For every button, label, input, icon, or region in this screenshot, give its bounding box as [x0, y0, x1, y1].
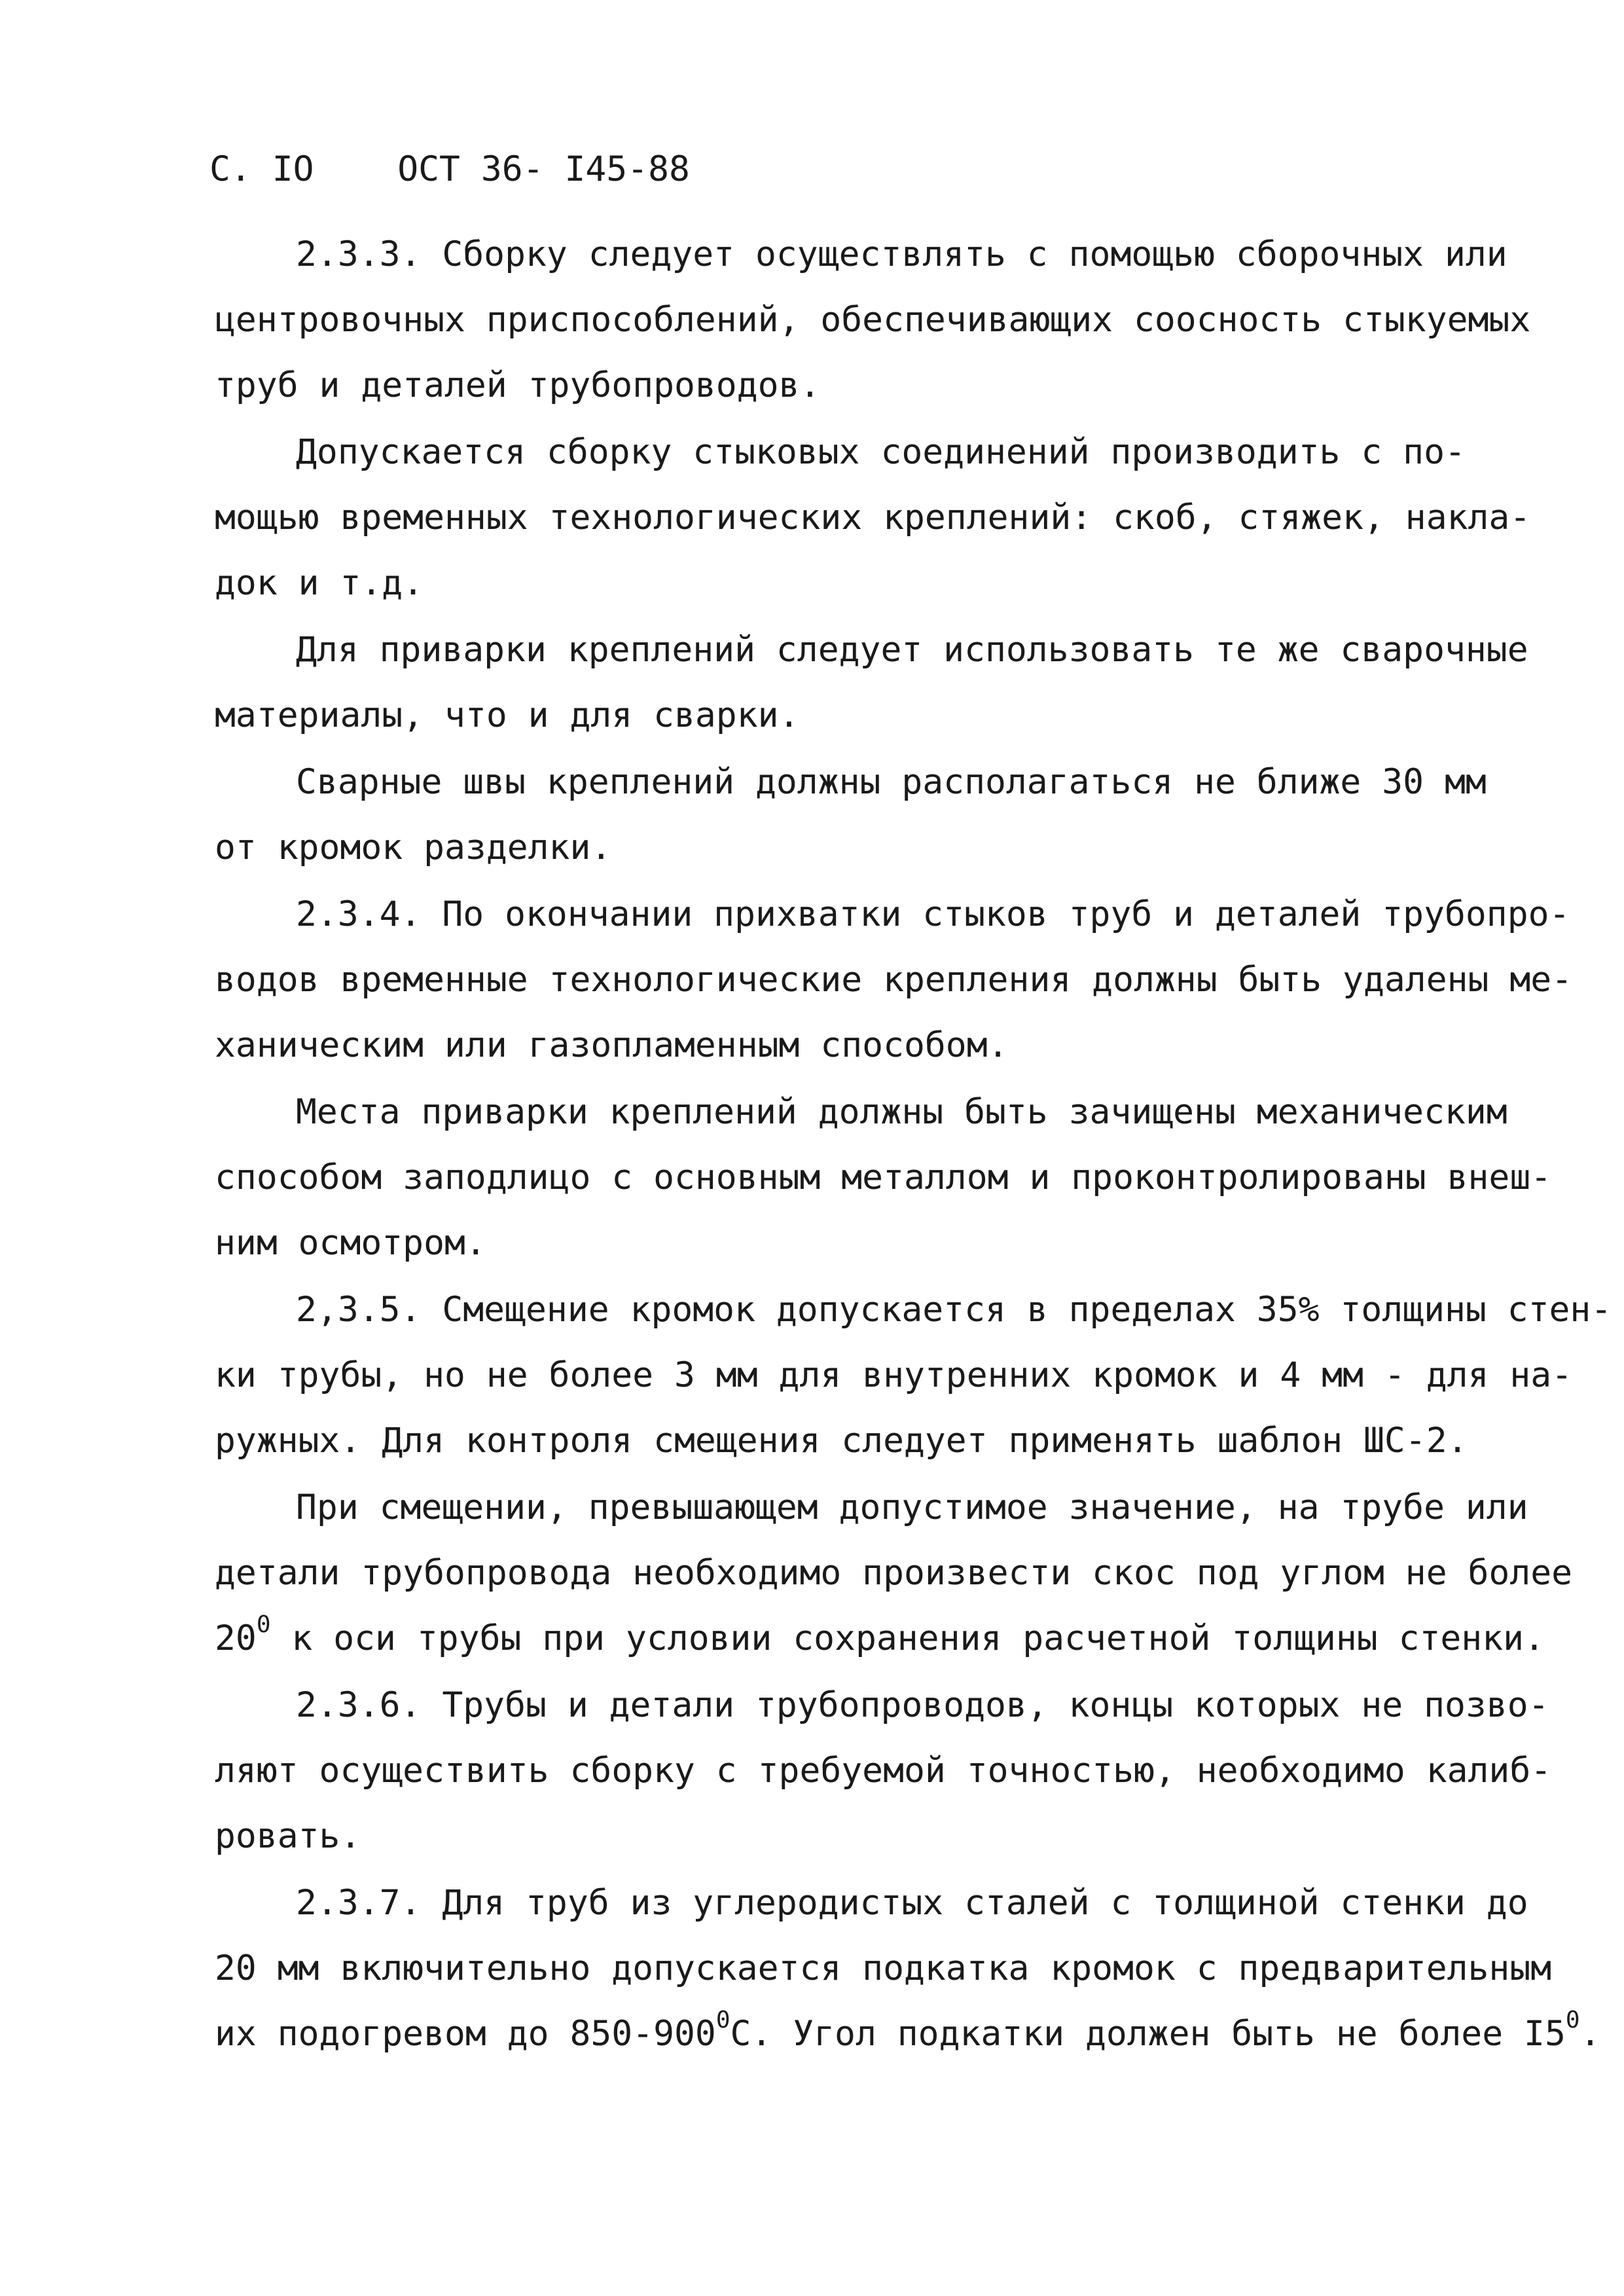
text: к оси трубы при условии сохранения расчетной толщины стенки. — [270, 1618, 1545, 1658]
text-line: 2.3.6. Трубы и детали трубопроводов, концы которых не позво- — [296, 1685, 1549, 1725]
degree-superscript: 0 — [715, 2007, 731, 2033]
text-line: 2.3.7. Для труб из углеродистых сталей с толщиной стенки до — [296, 1883, 1528, 1923]
page-number: С. IO — [209, 149, 314, 189]
text-line: от кромок разделки. — [215, 828, 612, 867]
text-line: 2.3.4. По окончании прихватки стыков труб и деталей трубопро- — [296, 894, 1570, 934]
text-line — [215, 2007, 1601, 2054]
text-line: детали трубопровода необходимо произвести скос под углом не более — [215, 1553, 1573, 1593]
degree-superscript: 0 — [1565, 2007, 1580, 2033]
text-line: Сварные швы креплений должны располагаться не ближе 30 мм — [296, 762, 1487, 802]
text-line: водов временные технологические крепления должны быть удалены ме- — [215, 960, 1573, 1000]
degree-superscript: 0 — [256, 1611, 271, 1638]
text-line: ровать. — [215, 1816, 361, 1856]
text-line: ханическим или газопламенным способом. — [215, 1025, 1009, 1065]
text-line — [215, 1611, 1545, 1658]
text-line: центровочных приспособлений, обеспечивающих соосность стыкуемых — [215, 300, 1531, 340]
text-line: труб и деталей трубопроводов. — [215, 365, 821, 405]
text-line: Места приварки креплений должны быть зачищены механическим — [296, 1092, 1507, 1132]
text-line: Для приварки креплений следует использовать те же сварочные — [296, 630, 1528, 670]
text-line: 2,3.5. Смещение кромок допускается в пределах 35% толщины стен- — [296, 1290, 1612, 1330]
text-line: Допускается сборку стыковых соединений производить с по- — [296, 432, 1466, 472]
document-code: ОСТ 36- I45-88 — [397, 149, 690, 189]
text: . — [1579, 2014, 1601, 2054]
text-line: ки трубы, но не более 3 мм для внутренних кромок и 4 мм - для на- — [215, 1355, 1573, 1395]
page-header — [209, 149, 690, 189]
text-line: При смещении, превышающем допустимое значение, на трубе или — [296, 1487, 1528, 1527]
text-line: способом заподлицо с основным металлом и проконтролированы внеш- — [215, 1157, 1552, 1197]
text-line: 20 мм включительно допускается подкатка кромок с предварительным — [215, 1948, 1552, 1988]
text-line: материалы, что и для сварки. — [215, 695, 800, 735]
text-line: ружных. Для контроля смещения следует применять шаблон ШС-2. — [215, 1421, 1468, 1461]
text-line: ним осмотром. — [215, 1223, 486, 1263]
text: их подогревом до 850-900 — [215, 2014, 716, 2054]
text-line: док и т.д. — [215, 563, 424, 603]
text: С. Угол подкатки должен быть не более I5 — [730, 2014, 1566, 2054]
number: 20 — [215, 1618, 257, 1658]
text-line: 2.3.3. Сборку следует осуществлять с помощью сборочных или — [296, 234, 1507, 274]
text-line: ляют осуществить сборку с требуемой точностью, необходимо калиб- — [215, 1751, 1552, 1791]
text-line: мощью временных технологических креплений: скоб, стяжек, накла- — [215, 498, 1531, 538]
